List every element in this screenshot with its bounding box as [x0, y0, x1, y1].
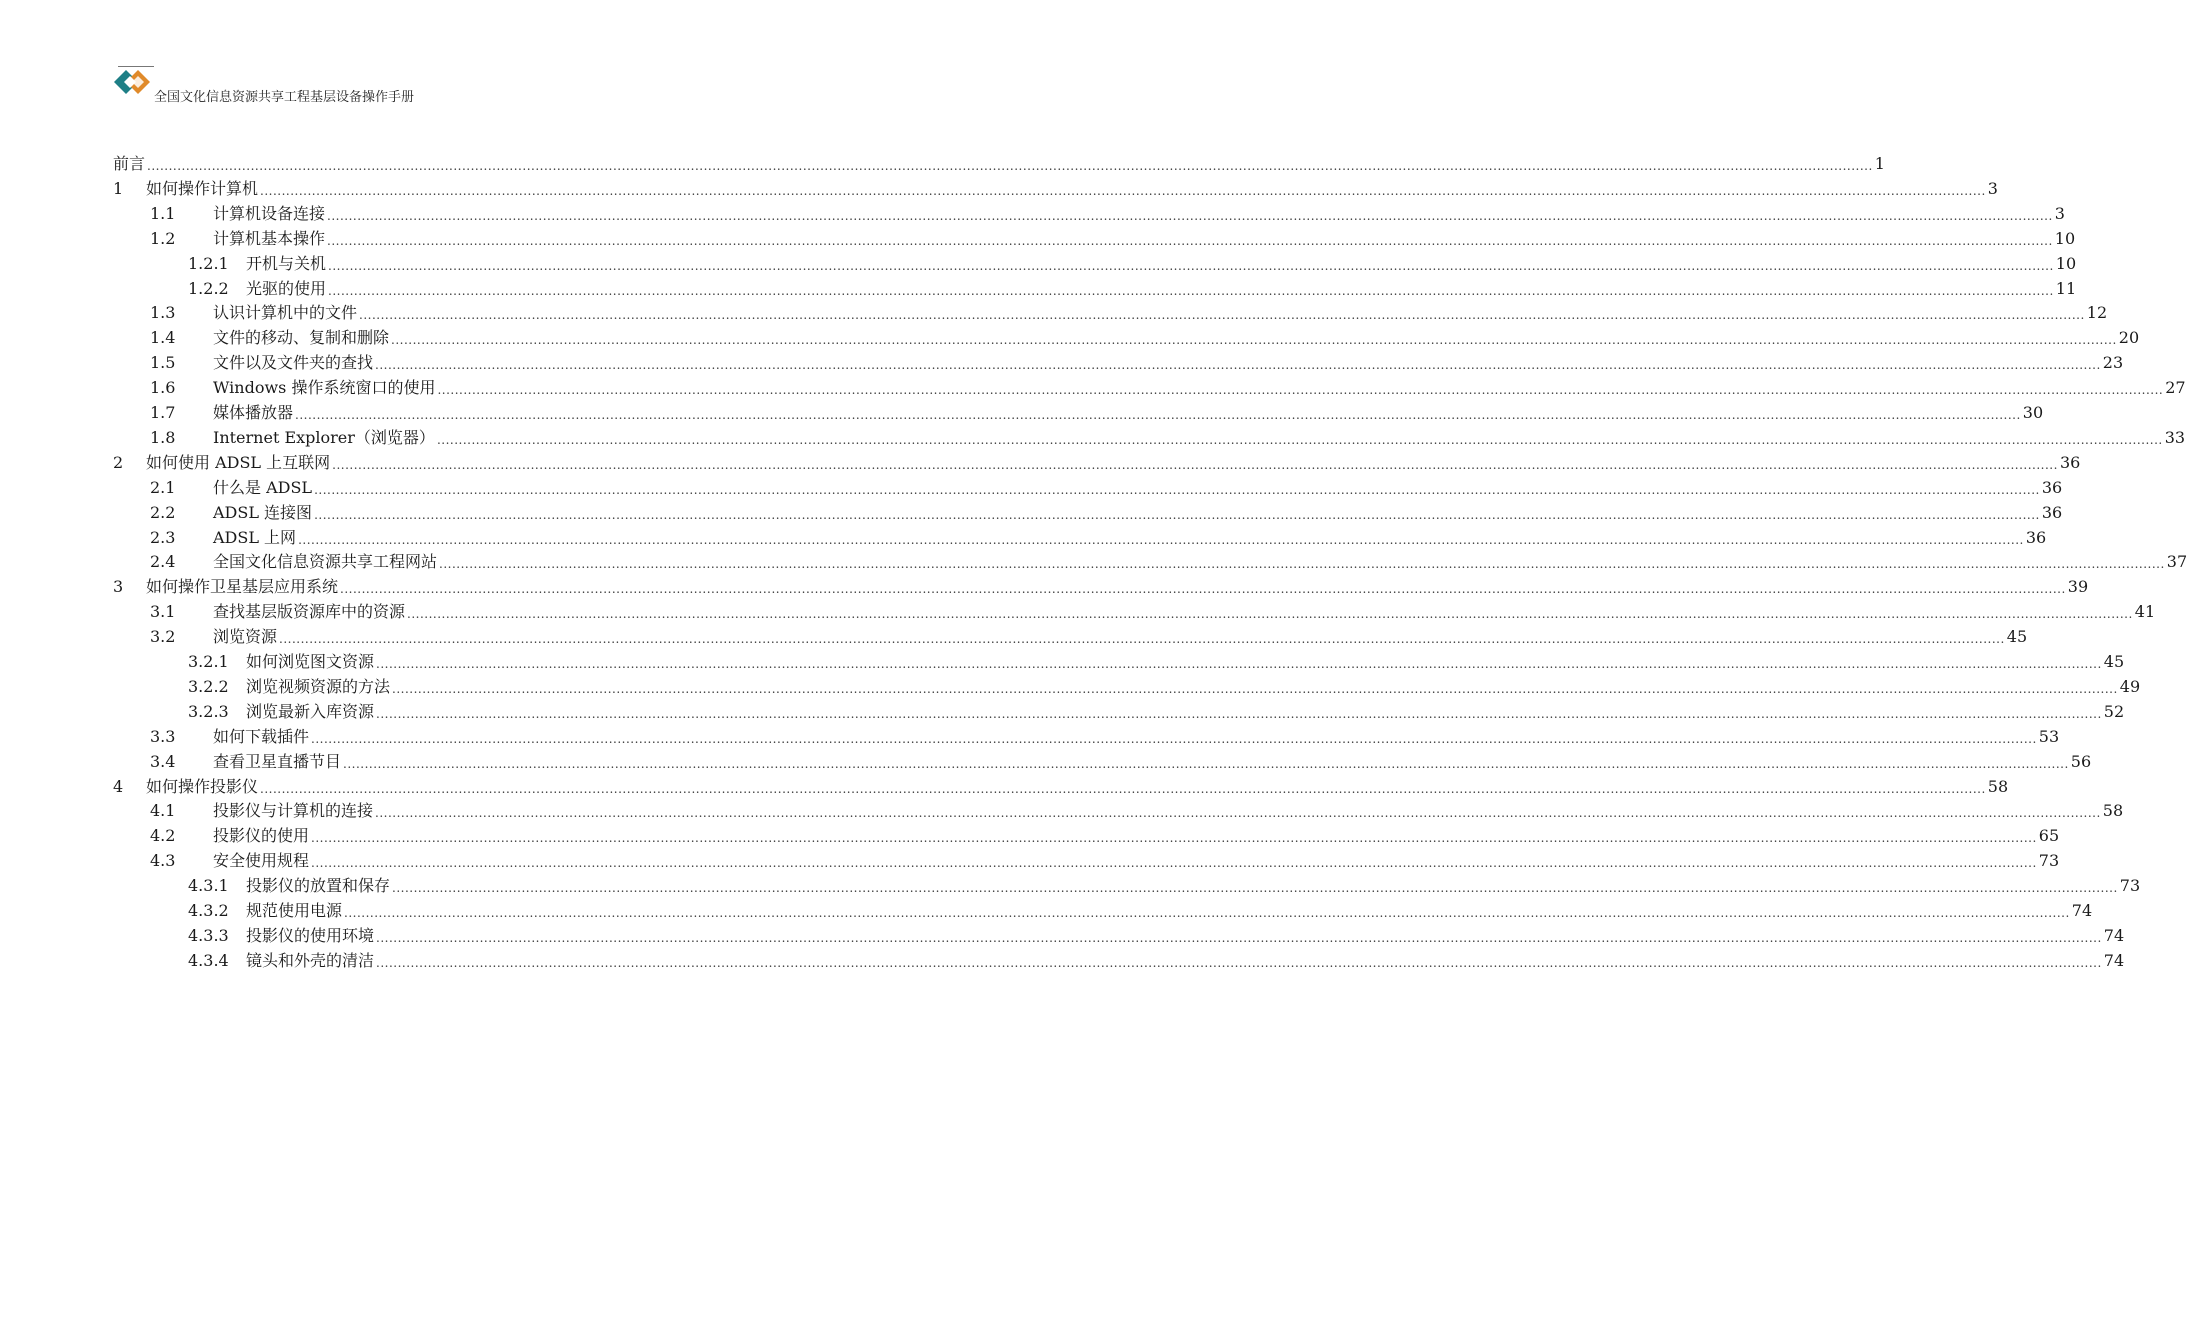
toc-entry-page: 3: [2054, 204, 2065, 223]
toc-dot-leader: ................................................................................................................................................................................................................................................................................................................................................................................................................: [439, 557, 2165, 571]
toc-entry-page: 36: [2041, 503, 2063, 522]
toc-entry-page: 45: [2103, 652, 2125, 671]
toc-dot-leader: ................................................................................................................................................................................................................................................................................................................................................................................................................: [327, 234, 2053, 248]
toc-entry[interactable]: [150, 225, 2076, 249]
toc-entry-title: 文件以及文件夹的查找: [213, 353, 374, 372]
toc-entry-number: 1.2.1: [188, 254, 229, 273]
toc-entry-number: 4.3.3: [188, 926, 229, 945]
toc-entry-title: 浏览最新入库资源: [246, 702, 375, 721]
toc-entry-title: 如何浏览图文资源: [246, 652, 375, 671]
toc-entry-page: 36: [2041, 478, 2063, 497]
toc-entry[interactable]: [150, 424, 2186, 448]
toc-entry-number: 1.1: [150, 204, 176, 223]
toc-entry-number: 3.2.2: [188, 677, 229, 696]
toc-dot-leader: ................................................................................................................................................................................................................................................................................................................................................................................................................: [391, 333, 2117, 347]
toc-entry-title: 查看卫星直播节目: [213, 752, 342, 771]
diamond-logo-icon: [110, 64, 154, 100]
toc-entry[interactable]: [188, 673, 2141, 697]
toc-entry-page: 58: [2102, 801, 2124, 820]
toc-entry[interactable]: [150, 349, 2124, 373]
toc-entry[interactable]: [150, 822, 2060, 846]
toc-entry-page: 58: [1987, 777, 2009, 796]
toc-entry-title: 全国文化信息资源共享工程网站: [213, 552, 438, 571]
toc-entry-number: 3: [113, 577, 124, 596]
toc-entry[interactable]: [150, 623, 2028, 647]
toc-entry-title: 浏览资源: [213, 627, 278, 646]
toc-entry[interactable]: [150, 374, 2186, 398]
toc-entry-title: 计算机设备连接: [213, 204, 326, 223]
toc-entry-number: 4.3.4: [188, 951, 229, 970]
toc-entry-number: 1.8: [150, 428, 176, 447]
toc-entry-page: 37: [2166, 552, 2187, 571]
toc-entry-number: 1.7: [150, 403, 176, 422]
toc-entry-page: 10: [2055, 254, 2077, 273]
toc-dot-leader: ................................................................................................................................................................................................................................................................................................................................................................................................................: [392, 682, 2118, 696]
toc-dot-leader: ................................................................................................................................................................................................................................................................................................................................................................................................................: [260, 184, 1986, 198]
toc-dot-leader: ................................................................................................................................................................................................................................................................................................................................................................................................................: [340, 582, 2066, 596]
toc-entry[interactable]: [150, 847, 2060, 871]
toc-entry-page: 74: [2103, 926, 2125, 945]
toc-entry[interactable]: [188, 872, 2141, 896]
toc-entry-number: 2.3: [150, 528, 176, 547]
toc-entry-title: 文件的移动、复制和删除: [213, 328, 390, 347]
toc-entry-title: 镜头和外壳的清洁: [246, 951, 375, 970]
toc-entry-title: 投影仪与计算机的连接: [213, 801, 374, 820]
toc-entry[interactable]: [150, 474, 2063, 498]
toc-entry-title: ADSL 连接图: [213, 503, 313, 522]
toc-entry[interactable]: [188, 250, 2077, 274]
toc-entry-title: 如何下载插件: [213, 727, 310, 746]
toc-dot-leader: ................................................................................................................................................................................................................................................................................................................................................................................................................: [376, 956, 2102, 970]
toc-dot-leader: ................................................................................................................................................................................................................................................................................................................................................................................................................: [311, 732, 2037, 746]
toc-dot-leader: ................................................................................................................................................................................................................................................................................................................................................................................................................: [375, 358, 2101, 372]
toc-entry-title: ADSL 上网: [213, 528, 297, 547]
toc-entry-page: 23: [2102, 353, 2124, 372]
toc-dot-leader: ................................................................................................................................................................................................................................................................................................................................................................................................................: [344, 906, 2070, 920]
toc-dot-leader: ................................................................................................................................................................................................................................................................................................................................................................................................................: [376, 931, 2102, 945]
toc-entry-page: 73: [2119, 876, 2141, 895]
toc-entry-page: 1: [1874, 154, 1885, 173]
toc-entry-number: 1.5: [150, 353, 176, 372]
toc-entry[interactable]: [150, 797, 2124, 821]
toc-entry[interactable]: [113, 449, 2081, 473]
toc-entry-number: 4.2: [150, 826, 176, 845]
toc-entry-number: 1.3: [150, 303, 176, 322]
toc-dot-leader: ................................................................................................................................................................................................................................................................................................................................................................................................................: [332, 458, 2058, 472]
toc-dot-leader: ................................................................................................................................................................................................................................................................................................................................................................................................................: [376, 707, 2102, 721]
toc-entry[interactable]: [113, 175, 1998, 199]
toc-entry[interactable]: [188, 648, 2125, 672]
toc-entry-page: 74: [2071, 901, 2093, 920]
toc-entry-page: 73: [2038, 851, 2060, 870]
toc-entry-title: 媒体播放器: [213, 403, 294, 422]
toc-entry-page: 3: [1987, 179, 1998, 198]
toc-entry-number: 2.4: [150, 552, 176, 571]
toc-entry-page: 52: [2103, 702, 2125, 721]
toc-entry[interactable]: [150, 723, 2060, 747]
toc-entry[interactable]: [150, 499, 2063, 523]
toc-entry-title: 什么是 ADSL: [213, 478, 313, 497]
toc-entry-number: 2.2: [150, 503, 176, 522]
toc-entry[interactable]: [150, 324, 2140, 348]
toc-entry-title: Internet Explorer（浏览器）: [213, 428, 435, 447]
toc-entry[interactable]: [188, 698, 2125, 722]
toc-entry-title: 安全使用规程: [213, 851, 310, 870]
toc-entry-title: 浏览视频资源的方法: [246, 677, 391, 696]
toc-entry-page: 41: [2134, 602, 2156, 621]
toc-entry-number: 3.1: [150, 602, 176, 621]
toc-dot-leader: ................................................................................................................................................................................................................................................................................................................................................................................................................: [437, 383, 2164, 397]
toc-entry-number: 2.1: [150, 478, 176, 497]
toc-entry[interactable]: [113, 573, 2089, 597]
toc-dot-leader: ................................................................................................................................................................................................................................................................................................................................................................................................................: [311, 831, 2037, 845]
toc-dot-leader: ................................................................................................................................................................................................................................................................................................................................................................................................................: [359, 308, 2085, 322]
toc-dot-leader: ................................................................................................................................................................................................................................................................................................................................................................................................................: [407, 607, 2133, 621]
toc-entry[interactable]: [150, 399, 2044, 423]
toc-entry-title: 投影仪的使用: [213, 826, 310, 845]
toc-dot-leader: ................................................................................................................................................................................................................................................................................................................................................................................................................: [375, 806, 2101, 820]
toc-entry-title: 认识计算机中的文件: [213, 303, 358, 322]
toc-dot-leader: ................................................................................................................................................................................................................................................................................................................................................................................................................: [298, 533, 2024, 547]
toc-entry[interactable]: [150, 598, 2156, 622]
toc-dot-leader: ................................................................................................................................................................................................................................................................................................................................................................................................................: [436, 433, 2163, 447]
toc-entry-title: 计算机基本操作: [213, 229, 326, 248]
toc-entry-title: 投影仪的使用环境: [246, 926, 375, 945]
toc-entry-page: 36: [2059, 453, 2081, 472]
toc-entry-number: 4.3: [150, 851, 176, 870]
toc-entry-page: 36: [2025, 528, 2047, 547]
toc-entry-title: 开机与关机: [246, 254, 327, 273]
page-header: [110, 62, 850, 112]
toc-entry-page: 11: [2055, 279, 2077, 298]
toc-entry-page: 49: [2119, 677, 2141, 696]
toc-entry[interactable]: [113, 773, 2009, 797]
toc-entry[interactable]: [113, 150, 1885, 174]
toc-entry-number: 3.2.1: [188, 652, 229, 671]
toc-entry[interactable]: [150, 524, 2047, 548]
toc-entry-page: 65: [2038, 826, 2060, 845]
toc-dot-leader: ................................................................................................................................................................................................................................................................................................................................................................................................................: [295, 408, 2021, 422]
toc-entry-title: 查找基层版资源库中的资源: [213, 602, 406, 621]
toc-entry-title: 如何操作计算机: [146, 179, 259, 198]
toc-entry-number: 1.4: [150, 328, 176, 347]
toc-dot-leader: ................................................................................................................................................................................................................................................................................................................................................................................................................: [343, 757, 2069, 771]
toc-entry-number: 3.2.3: [188, 702, 229, 721]
toc-entry-page: 10: [2054, 229, 2076, 248]
toc-dot-leader: ................................................................................................................................................................................................................................................................................................................................................................................................................: [314, 483, 2040, 497]
toc-dot-leader: ................................................................................................................................................................................................................................................................................................................................................................................................................: [314, 508, 2040, 522]
toc-dot-leader: ................................................................................................................................................................................................................................................................................................................................................................................................................: [327, 209, 2053, 223]
toc-entry-number: 3.2: [150, 627, 176, 646]
toc-dot-leader: ................................................................................................................................................................................................................................................................................................................................................................................................................: [260, 782, 1986, 796]
toc-entry-page: 27: [2165, 378, 2186, 397]
toc-entry-page: 39: [2067, 577, 2089, 596]
toc-dot-leader: ................................................................................................................................................................................................................................................................................................................................................................................................................: [328, 284, 2054, 298]
toc-entry-title: 如何操作投影仪: [146, 777, 259, 796]
document-title: 全国文化信息资源共享工程基层设备操作手册: [154, 90, 415, 105]
toc-entry-title: 规范使用电源: [246, 901, 343, 920]
toc-entry-page: 74: [2103, 951, 2125, 970]
toc-dot-leader: ................................................................................................................................................................................................................................................................................................................................................................................................................: [376, 657, 2102, 671]
toc-entry-page: 20: [2118, 328, 2140, 347]
toc-entry-title: 如何操作卫星基层应用系统: [146, 577, 339, 596]
toc-entry-number: 4.3.2: [188, 901, 229, 920]
toc-entry-title: 如何使用 ADSL 上互联网: [146, 453, 331, 472]
toc-entry-number: 2: [113, 453, 124, 472]
toc-dot-leader: ................................................................................................................................................................................................................................................................................................................................................................................................................: [147, 159, 1873, 173]
toc-dot-leader: ................................................................................................................................................................................................................................................................................................................................................................................................................: [328, 259, 2054, 273]
toc-dot-leader: ................................................................................................................................................................................................................................................................................................................................................................................................................: [311, 856, 2037, 870]
toc-entry-page: 56: [2070, 752, 2092, 771]
toc-entry-title: Windows 操作系统窗口的使用: [213, 378, 436, 397]
toc-entry[interactable]: [188, 947, 2125, 971]
toc-entry-title: 光驱的使用: [246, 279, 327, 298]
toc-entry-number: 4.3.1: [188, 876, 229, 895]
toc-entry-page: 12: [2086, 303, 2108, 322]
toc-entry-page: 33: [2164, 428, 2186, 447]
toc-entry-number: 3.4: [150, 752, 176, 771]
toc-entry-number: 1.2: [150, 229, 176, 248]
toc-entry-number: 4.1: [150, 801, 176, 820]
toc-entry-number: 1: [113, 179, 124, 198]
toc-entry-page: 30: [2022, 403, 2044, 422]
toc-entry[interactable]: [150, 200, 2065, 224]
toc-entry[interactable]: [150, 548, 2187, 572]
toc-entry-title: 前言: [113, 154, 146, 173]
toc-entry-number: 3.3: [150, 727, 176, 746]
toc-entry-page: 45: [2006, 627, 2028, 646]
toc-entry[interactable]: [188, 275, 2077, 299]
toc-entry-number: 4: [113, 777, 124, 796]
toc-entry-number: 1.6: [150, 378, 176, 397]
toc-dot-leader: ................................................................................................................................................................................................................................................................................................................................................................................................................: [392, 881, 2118, 895]
toc-entry-number: 1.2.2: [188, 279, 229, 298]
toc-entry[interactable]: [150, 299, 2108, 323]
toc-entry-title: 投影仪的放置和保存: [246, 876, 391, 895]
toc-dot-leader: ................................................................................................................................................................................................................................................................................................................................................................................................................: [279, 632, 2005, 646]
toc-entry[interactable]: [150, 748, 2092, 772]
toc-entry[interactable]: [188, 897, 2093, 921]
toc-entry-page: 53: [2038, 727, 2060, 746]
toc-entry[interactable]: [188, 922, 2125, 946]
